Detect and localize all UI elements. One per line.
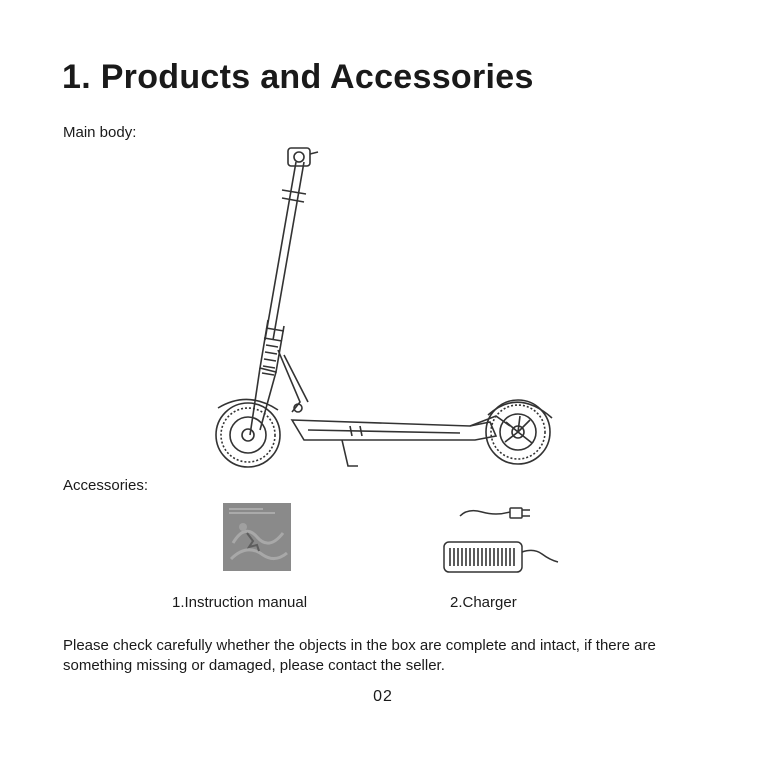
notice-text: Please check carefully whether the objects in the box are complete and intact, if there are something missing or damaged, please contact the seller. (63, 637, 656, 674)
main-body-label: Main body: (63, 124, 137, 141)
scooter-icon (200, 140, 570, 480)
scooter-illustration (200, 140, 570, 480)
page-number: 02 (373, 688, 393, 705)
accessories-label: Accessories: (63, 477, 149, 494)
page-title: 1. Products and Accessories (62, 58, 534, 96)
instruction-manual-caption: 1.Instruction manual (172, 594, 308, 611)
charger-caption: 2.Charger (450, 594, 517, 611)
charger-icon (438, 500, 563, 580)
instruction-manual-icon (223, 503, 291, 571)
